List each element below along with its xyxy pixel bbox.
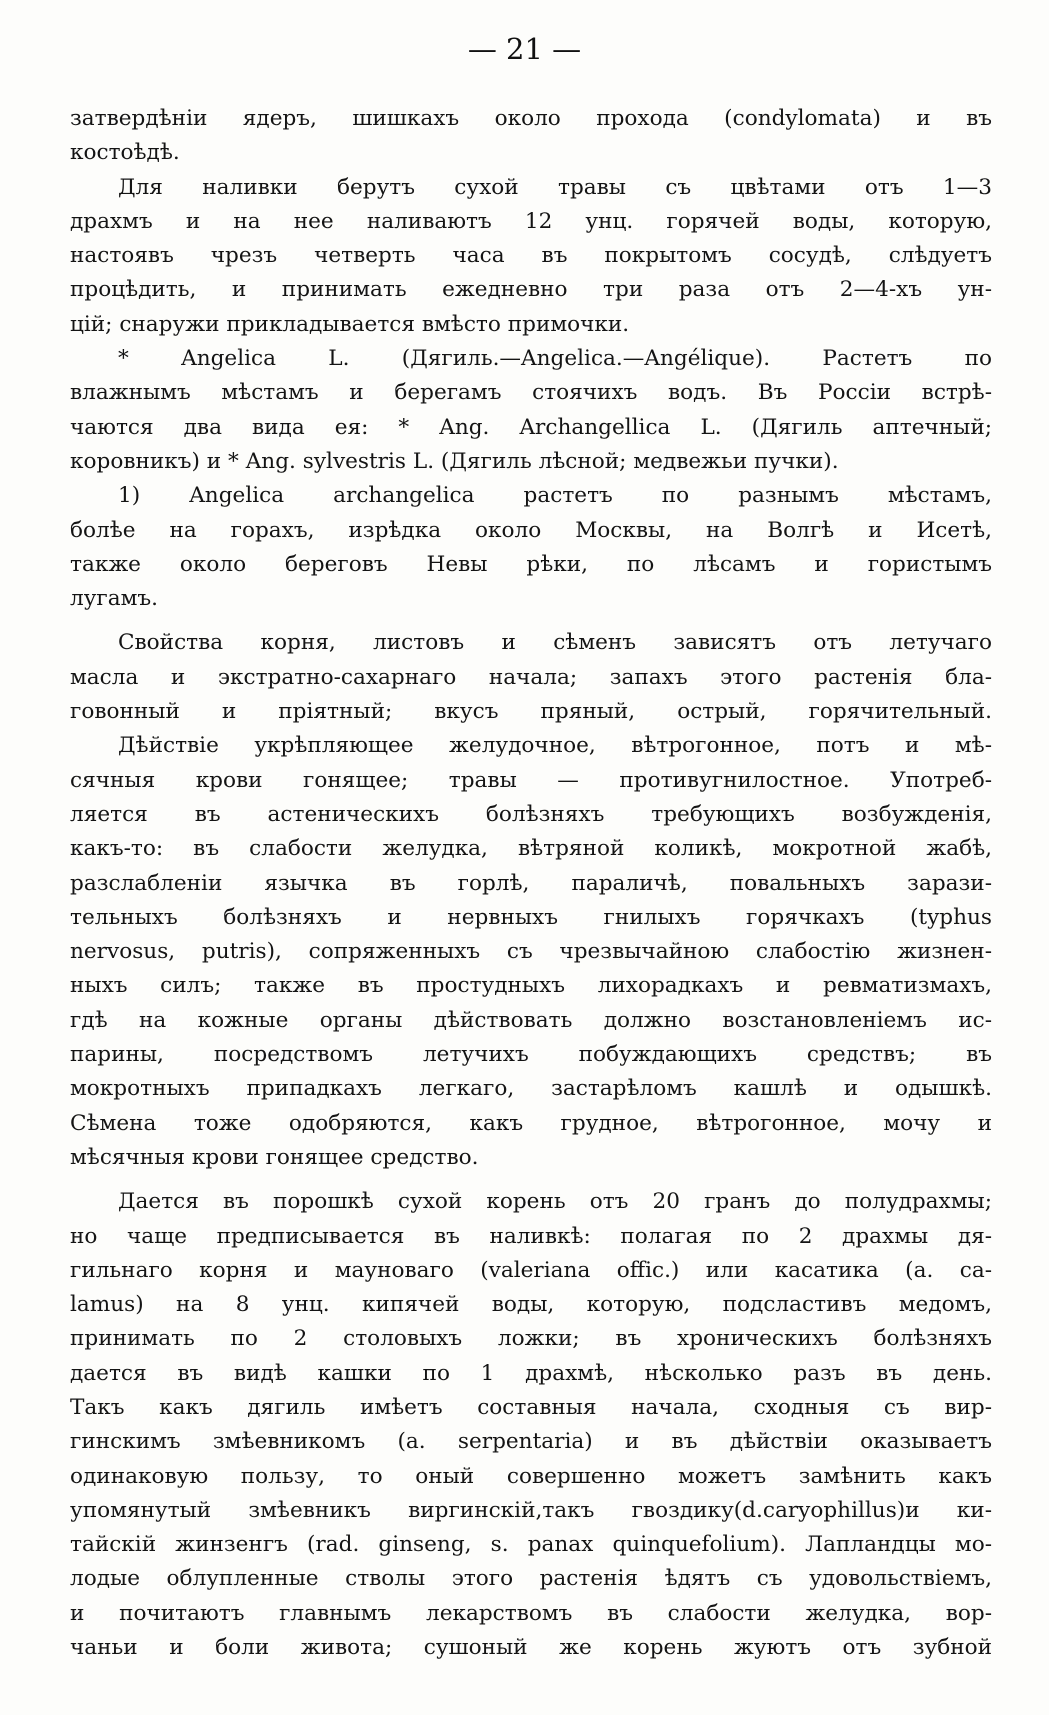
text-line: влажнымъ мѣстамъ и берегамъ стоячихъ водъ. Въ Россіи встрѣ-	[70, 380, 992, 406]
text-line: костоѣдѣ.	[70, 140, 180, 166]
text-line: процѣдить, и принимать ежедневно три раза отъ 2—4-хъ ун-	[70, 277, 992, 303]
text-line: Дѣйствіе укрѣпляющее желудочное, вѣтрогонное, потъ и мѣ-	[118, 733, 992, 759]
text-line: также около береговъ Невы рѣки, по лѣсамъ и гористымъ	[70, 551, 992, 577]
text-line: мокротныхъ припадкахъ легкаго, застарѣломъ кашлѣ и одышкѣ.	[70, 1076, 992, 1102]
text-line: лодые облупленные стволы этого растенія ѣдятъ съ удовольствіемъ,	[70, 1566, 992, 1592]
page-number: — 21 —	[467, 32, 582, 66]
text-line: nervosus, putris), сопряженныхъ съ чрезвычайною слабостію жизнен-	[70, 939, 992, 965]
text-line: цій; снаружи прикладывается вмѣсто примочки.	[70, 311, 630, 337]
text-line: гинскимъ змѣевникомъ (a. serpentaria) и въ дѣйствіи оказываетъ	[70, 1429, 992, 1455]
paragraph	[70, 729, 992, 1175]
text-line: Свойства корня, листовъ и сѣменъ зависятъ отъ летучаго	[118, 630, 992, 656]
text-line: Дается въ порошкѣ сухой корень отъ 20 гранъ до полудрахмы;	[118, 1189, 992, 1215]
text-line: Для наливки берутъ сухой травы съ цвѣтами отъ 1—3	[118, 174, 992, 200]
text-line: одинаковую пользу, то оный совершенно можетъ замѣнить какъ	[70, 1463, 992, 1489]
text-line: Сѣмена тоже одобряются, какъ грудное, вѣтрогонное, мочу и	[70, 1110, 992, 1136]
text-line: тельныхъ болѣзняхъ и нервныхъ гнилыхъ горячкахъ (typhus	[70, 904, 992, 930]
text-line: принимать по 2 столовыхъ ложки; въ хроническихъ болѣзняхъ	[70, 1326, 992, 1352]
paragraph	[70, 102, 992, 171]
text-line: чаются два вида ея: * Ang. Archangellica L. (Дягиль аптечный;	[70, 414, 992, 440]
text-line: ляется въ астеническихъ болѣзняхъ требующихъ возбужденія,	[70, 801, 992, 827]
text-line: lamus) на 8 унц. кипячей воды, которую, подсластивъ медомъ,	[70, 1292, 992, 1318]
text-line: гильнаго корня и мауноваго (valeriana offic.) или касатика (a. ca-	[70, 1257, 992, 1283]
text-line-heading: * Angelica L. (Дягиль.—Angelica.—Angélique). Растетъ по	[118, 346, 992, 372]
text-line: болѣе на горахъ, изрѣдка около Москвы, на Волгѣ и Исетѣ,	[70, 517, 992, 543]
text-line: и почитаютъ главнымъ лекарствомъ въ слабости желудка, вор-	[70, 1600, 992, 1626]
text-line: но чаще предписывается въ наливкѣ: полагая по 2 драхмы дя-	[70, 1223, 992, 1249]
text-body	[70, 102, 992, 1665]
text-line: тайскій жинзенгъ (rad. ginseng, s. panax quinquefolium). Лапландцы мо-	[70, 1532, 992, 1558]
text-line: коровникъ) и * Ang. sylvestris L. (Дягиль лѣсной; медвежьи пучки).	[70, 448, 839, 474]
paragraph	[70, 171, 992, 342]
text-line: настоявъ чрезъ четверть часа въ покрытомъ сосудѣ, слѣдуетъ	[70, 243, 992, 269]
text-line: упомянутый змѣевникъ виргинскій,такъ гвоздику(d.caryophillus)и ки-	[70, 1497, 992, 1523]
text-line: ныхъ силъ; также въ простудныхъ лихорадкахъ и ревматизмахъ,	[70, 973, 992, 999]
paragraph	[70, 626, 992, 729]
text-line: парины, посредствомъ летучихъ побуждающихъ средствъ; въ	[70, 1042, 992, 1068]
text-line: чаньи и боли живота; сушоный же корень жуютъ отъ зубной	[70, 1635, 992, 1661]
text-line: дается въ видѣ кашки по 1 драхмѣ, нѣсколько разъ въ день.	[70, 1360, 992, 1386]
text-line: масла и экстратно-сахарнаго начала; запахъ этого растенія бла-	[70, 664, 992, 690]
paragraph-angelica	[70, 342, 992, 479]
text-line: 1) Angelica archangelica растетъ по разнымъ мѣстамъ,	[118, 483, 992, 509]
paragraph	[70, 1185, 992, 1665]
text-line: говонный и пріятный; вкусъ пряный, острый, горячительный.	[70, 699, 992, 725]
text-line: гдѣ на кожные органы дѣйствовать должно возстановленіемъ ис-	[70, 1007, 992, 1033]
text-line: драхмъ и на нее наливаютъ 12 унц. горячей воды, которую,	[70, 208, 992, 234]
text-line: затвердѣніи ядеръ, шишкахъ около прохода (condylomata) и въ	[70, 106, 992, 131]
text-line: какъ-то: въ слабости желудка, вѣтряной коликѣ, мокротной жабѣ,	[70, 836, 992, 862]
text-line: разслабленіи язычка въ горлѣ, параличѣ, повальныхъ зарази-	[70, 870, 992, 896]
text-line: мѣсячныя крови гонящее средство.	[70, 1144, 479, 1170]
text-line: Такъ какъ дягиль имѣетъ составныя начала, сходныя съ вир-	[70, 1394, 992, 1420]
paragraph	[70, 479, 992, 616]
text-line: лугамъ.	[70, 586, 159, 612]
text-line: сячныя крови гонящее; травы — противугнилостное. Употреб-	[70, 767, 992, 793]
